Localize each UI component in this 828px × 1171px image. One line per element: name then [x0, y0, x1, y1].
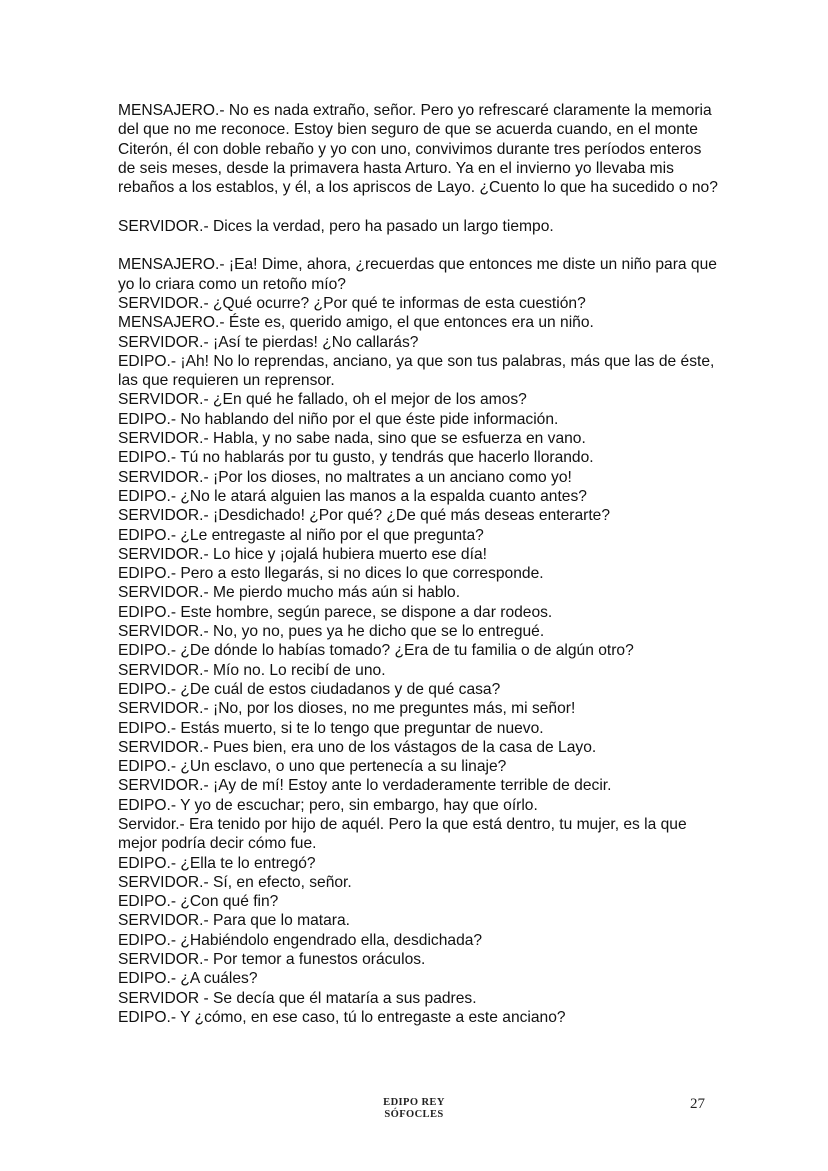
dialogue-line: SERVIDOR.- ¡No, por los dioses, no me preguntes más, mi señor! — [118, 700, 576, 718]
dialogue-line: EDIPO.- ¿De cuál de estos ciudadanos y de qué casa? — [118, 680, 501, 698]
dialogue-line: SERVIDOR.- ¡Por los dioses, no maltrates a un anciano como yo! — [118, 468, 572, 486]
dialogue-block — [118, 255, 718, 1027]
dialogue-line: SERVIDOR.- ¿Qué ocurre? ¿Por qué te informas de esta cuestión? — [118, 294, 586, 312]
dialogue-line: EDIPO.- ¿Habiéndolo engendrado ella, desdichada? — [118, 931, 483, 949]
dialogue-line: Servidor.- Era tenido por hijo de aquél. Pero la que está dentro, tu mujer, es la que mejor podría decir cómo fue. — [118, 815, 687, 853]
dialogue-line: SERVIDOR.- No, yo no, pues ya he dicho que se lo entregué. — [118, 623, 545, 641]
dialogue-line: EDIPO.- Tú no hablarás por tu gusto, y tendrás que hacerlo llorando. — [118, 449, 594, 467]
dialogue-line: EDIPO.- ¿No le atará alguien las manos a la espalda cuanto antes? — [118, 487, 587, 505]
dialogue-line: SERVIDOR.- Mío no. Lo recibí de uno. — [118, 661, 386, 679]
paragraph-gap — [118, 197, 718, 216]
dialogue-line: EDIPO.- ¿Un esclavo, o uno que pertenecía a su linaje? — [118, 758, 507, 776]
dialogue-line: EDIPO.- ¿De dónde lo habías tomado? ¿Era de tu familia o de algún otro? — [118, 642, 634, 660]
dialogue-line: EDIPO.- No hablando del niño por el que éste pide información. — [118, 410, 559, 428]
footer-title: EDIPO REY — [383, 1097, 445, 1108]
dialogue-line: EDIPO.- Pero a esto llegarás, si no dices lo que corresponde. — [118, 565, 544, 583]
paragraph-servidor: SERVIDOR.- Dices la verdad, pero ha pasado un largo tiempo. — [118, 217, 554, 235]
dialogue-line: EDIPO.- ¿Con qué fin? — [118, 893, 279, 911]
dialogue-line: SERVIDOR.- ¿En qué he fallado, oh el mejor de los amos? — [118, 391, 527, 409]
dialogue-line: EDIPO.- ¿A cuáles? — [118, 970, 258, 988]
paragraph-gap — [118, 236, 718, 255]
dialogue-line: SERVIDOR - Se decía que él mataría a sus padres. — [118, 989, 477, 1007]
dialogue-line: SERVIDOR.- Habla, y no sabe nada, sino que se esfuerza en vano. — [118, 430, 586, 448]
dialogue-line: SERVIDOR.- ¡Desdichado! ¿Por qué? ¿De qué más deseas enterarte? — [118, 507, 611, 525]
dialogue-line: SERVIDOR.- ¡Ay de mí! Estoy ante lo verdaderamente terrible de decir. — [118, 777, 612, 795]
page-number: 27 — [690, 1096, 705, 1112]
footer-author: SÓFOCLES — [384, 1109, 444, 1120]
dialogue-line: SERVIDOR.- Para que lo matara. — [118, 912, 350, 930]
dialogue-line: EDIPO.- Y ¿cómo, en ese caso, tú lo entregaste a este anciano? — [118, 1008, 566, 1026]
dialogue-line: EDIPO.- Estás muerto, si te lo tengo que preguntar de nuevo. — [118, 719, 544, 737]
dialogue-line: SERVIDOR.- ¡Así te pierdas! ¿No callarás? — [118, 333, 419, 351]
dialogue-line: SERVIDOR.- Sí, en efecto, señor. — [118, 873, 352, 891]
dialogue-line: SERVIDOR.- Me pierdo mucho más aún si hablo. — [118, 584, 461, 602]
dialogue-line: EDIPO.- Y yo de escuchar; pero, sin embargo, hay que oírlo. — [118, 796, 538, 814]
dialogue-line: MENSAJERO.- ¡Ea! Dime, ahora, ¿recuerdas que entonces me diste un niño para que yo lo criara como un retoño mío? — [118, 256, 717, 293]
dialogue-line: EDIPO.- ¿Ella te lo entregó? — [118, 854, 316, 872]
dialogue-line: EDIPO.- Este hombre, según parece, se dispone a dar rodeos. — [118, 603, 553, 621]
body-text — [118, 101, 718, 1027]
dialogue-line: SERVIDOR.- Por temor a funestos oráculos. — [118, 951, 426, 969]
dialogue-line: EDIPO.- ¿Le entregaste al niño por el que pregunta? — [118, 526, 484, 544]
paragraph-mensajero: MENSAJERO.- No es nada extraño, señor. Pero yo refrescaré claramente la memoria del que no me reconoce. Estoy bien seguro de que se acuerda cuando, en el monte Citerón, él con doble rebaño y yo con uno, convivimos durante tres períodos enteros de seis meses, desde la primavera hasta Arturo. Ya en el invierno yo llevaba mis rebaños a los establos, y él, a los apriscos de Layo. ¿Cuento lo que ha sucedido o no? — [118, 102, 718, 197]
dialogue-line: MENSAJERO.- Éste es, querido amigo, el que entonces era un niño. — [118, 314, 594, 332]
dialogue-line: SERVIDOR.- Pues bien, era uno de los vástagos de la casa de Layo. — [118, 738, 597, 756]
dialogue-line: EDIPO.- ¡Ah! No lo reprendas, anciano, ya que son tus palabras, más que las de éste, las que requieren un reprensor. — [118, 352, 715, 390]
dialogue-line: SERVIDOR.- Lo hice y ¡ojalá hubiera muerto ese día! — [118, 545, 487, 563]
